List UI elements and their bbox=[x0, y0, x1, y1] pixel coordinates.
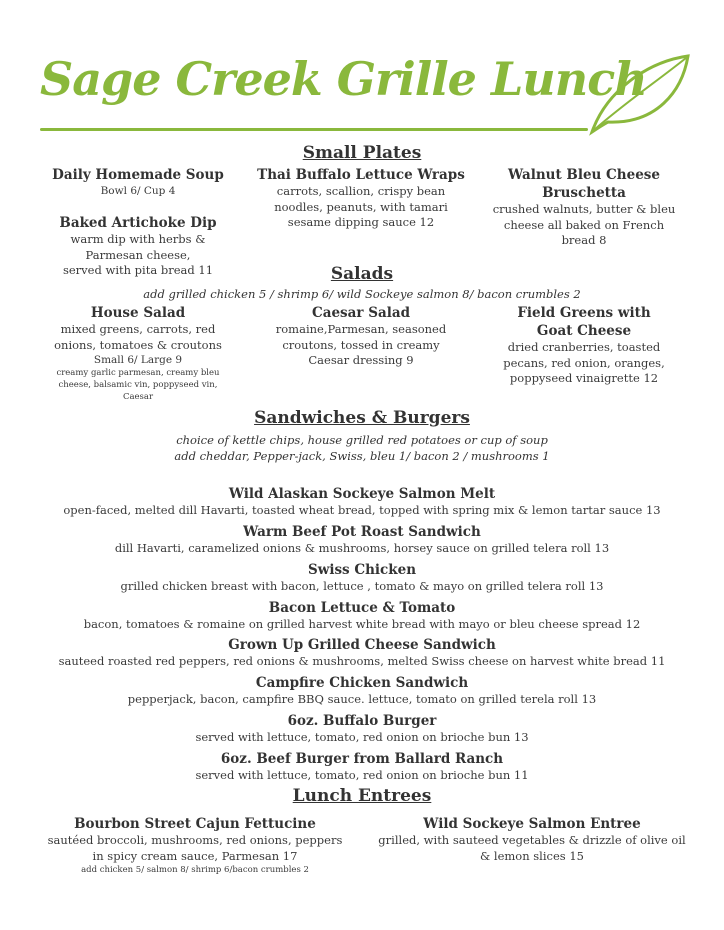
item-desc: & lemon slices 15 bbox=[480, 848, 584, 863]
item-desc: grilled, with sauteed vegetables & drizzle of olive oil bbox=[378, 833, 686, 847]
item-price: Bowl 6/ Cup 4 bbox=[100, 185, 176, 197]
item-name: 6oz. Beef Burger from Ballard Ranch bbox=[220, 751, 504, 767]
item-desc: served with lettuce, tomato, red onion on brioche bun 13 bbox=[195, 730, 529, 744]
item-name: Campfire Chicken Sandwich bbox=[255, 675, 469, 691]
menu-item-house-salad bbox=[40, 304, 236, 403]
item-desc: carrots, scallion, crispy bean bbox=[276, 184, 446, 198]
item-name: 6oz. Buffalo Burger bbox=[287, 713, 437, 729]
item-desc: mixed greens, carrots, red bbox=[60, 322, 216, 336]
item-name: Bacon Lettuce & Tomato bbox=[268, 600, 456, 616]
item-name: Grown Up Grilled Cheese Sandwich bbox=[228, 637, 496, 653]
item-desc: croutons, tossed in creamy bbox=[282, 337, 440, 352]
menu-item-pot-roast bbox=[0, 523, 724, 557]
menu-item-caesar-salad bbox=[256, 304, 466, 369]
item-name: Field Greens with bbox=[517, 305, 651, 321]
menu-item-campfire-chicken bbox=[0, 674, 724, 708]
menu-item-field-greens bbox=[482, 304, 686, 387]
item-name: Baked Artichoke Dip bbox=[59, 215, 217, 231]
sandwich-addons-note: add cheddar, Pepper-jack, Swiss, bleu 1/ bacon 2 / mushrooms 1 bbox=[174, 449, 550, 463]
item-name: Thai Buffalo Lettuce Wraps bbox=[257, 167, 465, 183]
section-heading-salads: Salads bbox=[330, 264, 394, 284]
menu-item-grilled-cheese bbox=[0, 636, 724, 670]
item-desc: pepperjack, bacon, campfire BBQ sauce. lettuce, tomato on grilled terela roll 13 bbox=[127, 692, 597, 706]
section-heading-small-plates: Small Plates bbox=[302, 143, 422, 163]
menu-item-soup bbox=[40, 166, 236, 200]
item-name: Warm Beef Pot Roast Sandwich bbox=[243, 524, 481, 540]
menu-item-lettuce-wraps bbox=[256, 166, 466, 231]
dressing-list: Caesar bbox=[122, 392, 154, 402]
item-desc: Parmesan cheese, bbox=[85, 247, 191, 262]
menu-item-salmon-melt bbox=[0, 485, 724, 519]
item-name: Walnut Bleu Cheese bbox=[507, 167, 660, 183]
section-heading-sandwiches: Sandwiches & Burgers bbox=[254, 408, 470, 428]
menu-item-salmon-entree bbox=[368, 815, 696, 864]
item-desc: dried cranberries, toasted bbox=[507, 340, 661, 354]
item-name: Swiss Chicken bbox=[307, 562, 417, 578]
item-desc: open-faced, melted dill Havarti, toasted wheat bread, topped with spring mix & lemon tartar sauce 13 bbox=[63, 503, 661, 517]
item-desc: poppyseed vinaigrette 12 bbox=[509, 371, 659, 385]
menu-item-bruschetta bbox=[482, 166, 686, 249]
item-name: Caesar Salad bbox=[311, 305, 411, 321]
item-desc: noodles, peanuts, with tamari bbox=[274, 199, 448, 214]
title-underline bbox=[40, 128, 588, 131]
item-name: Wild Sockeye Salmon Entree bbox=[423, 816, 641, 832]
sandwich-sides-note: choice of kettle chips, house grilled red potatoes or cup of soup bbox=[176, 433, 548, 447]
item-desc: grilled chicken breast with bacon, lettuce , tomato & mayo on grilled telera roll 13 bbox=[120, 579, 604, 593]
item-name: Bruschetta bbox=[542, 185, 626, 201]
item-addons: add chicken 5/ salmon 8/ shrimp 6/bacon crumbles 2 bbox=[81, 865, 309, 875]
item-desc: crushed walnuts, butter & bleu bbox=[492, 202, 676, 216]
item-desc: sautéed broccoli, mushrooms, red onions, peppers bbox=[47, 833, 343, 847]
item-desc: cheese all baked on French bbox=[503, 217, 665, 232]
item-desc: dill Havarti, caramelized onions & mushrooms, horsey sauce on grilled telera roll 13 bbox=[114, 541, 610, 555]
dressing-list: creamy garlic parmesan, creamy bleu bbox=[56, 368, 220, 378]
item-desc: served with pita bread 11 bbox=[62, 263, 214, 277]
item-name: Daily Homemade Soup bbox=[52, 167, 224, 183]
item-desc: sesame dipping sauce 12 bbox=[287, 215, 435, 229]
menu-title: Sage Creek Grille Lunch bbox=[40, 52, 647, 106]
item-desc: pecans, red onion, oranges, bbox=[503, 355, 665, 370]
item-desc: Caesar dressing 9 bbox=[308, 353, 414, 367]
section-heading-entrees: Lunch Entrees bbox=[292, 786, 432, 806]
item-desc: warm dip with herbs & bbox=[70, 232, 206, 246]
salad-addons-note: add grilled chicken 5 / shrimp 6/ wild Sockeye salmon 8/ bacon crumbles 2 bbox=[143, 287, 581, 301]
menu-item-buffalo-burger bbox=[0, 712, 724, 746]
item-desc: romaine,Parmesan, seasoned bbox=[275, 322, 447, 336]
item-name: Goat Cheese bbox=[536, 323, 632, 339]
menu-item-beef-burger bbox=[0, 750, 724, 784]
menu-item-cajun-fettucine bbox=[30, 815, 360, 876]
item-name: Bourbon Street Cajun Fettucine bbox=[74, 816, 316, 832]
menu-header bbox=[0, 0, 724, 140]
leaf-icon bbox=[586, 52, 694, 136]
item-desc: in spicy cream sauce, Parmesan 17 bbox=[92, 848, 298, 863]
item-name: House Salad bbox=[90, 305, 186, 321]
item-desc: bread 8 bbox=[561, 233, 607, 247]
item-price: Small 6/ Large 9 bbox=[93, 354, 183, 366]
item-desc: onions, tomatoes & croutons bbox=[54, 337, 222, 352]
item-desc: served with lettuce, tomato, red onion on brioche bun 11 bbox=[195, 768, 529, 782]
menu-item-swiss-chicken bbox=[0, 561, 724, 595]
dressing-list: cheese, balsamic vin, poppyseed vin, bbox=[58, 380, 218, 390]
item-name: Wild Alaskan Sockeye Salmon Melt bbox=[228, 486, 496, 502]
item-desc: sauteed roasted red peppers, red onions & mushrooms, melted Swiss cheese on harvest white bread 11 bbox=[58, 654, 666, 668]
menu-item-blt bbox=[0, 599, 724, 633]
item-desc: bacon, tomatoes & romaine on grilled harvest white bread with mayo or bleu cheese spread 12 bbox=[83, 617, 641, 631]
